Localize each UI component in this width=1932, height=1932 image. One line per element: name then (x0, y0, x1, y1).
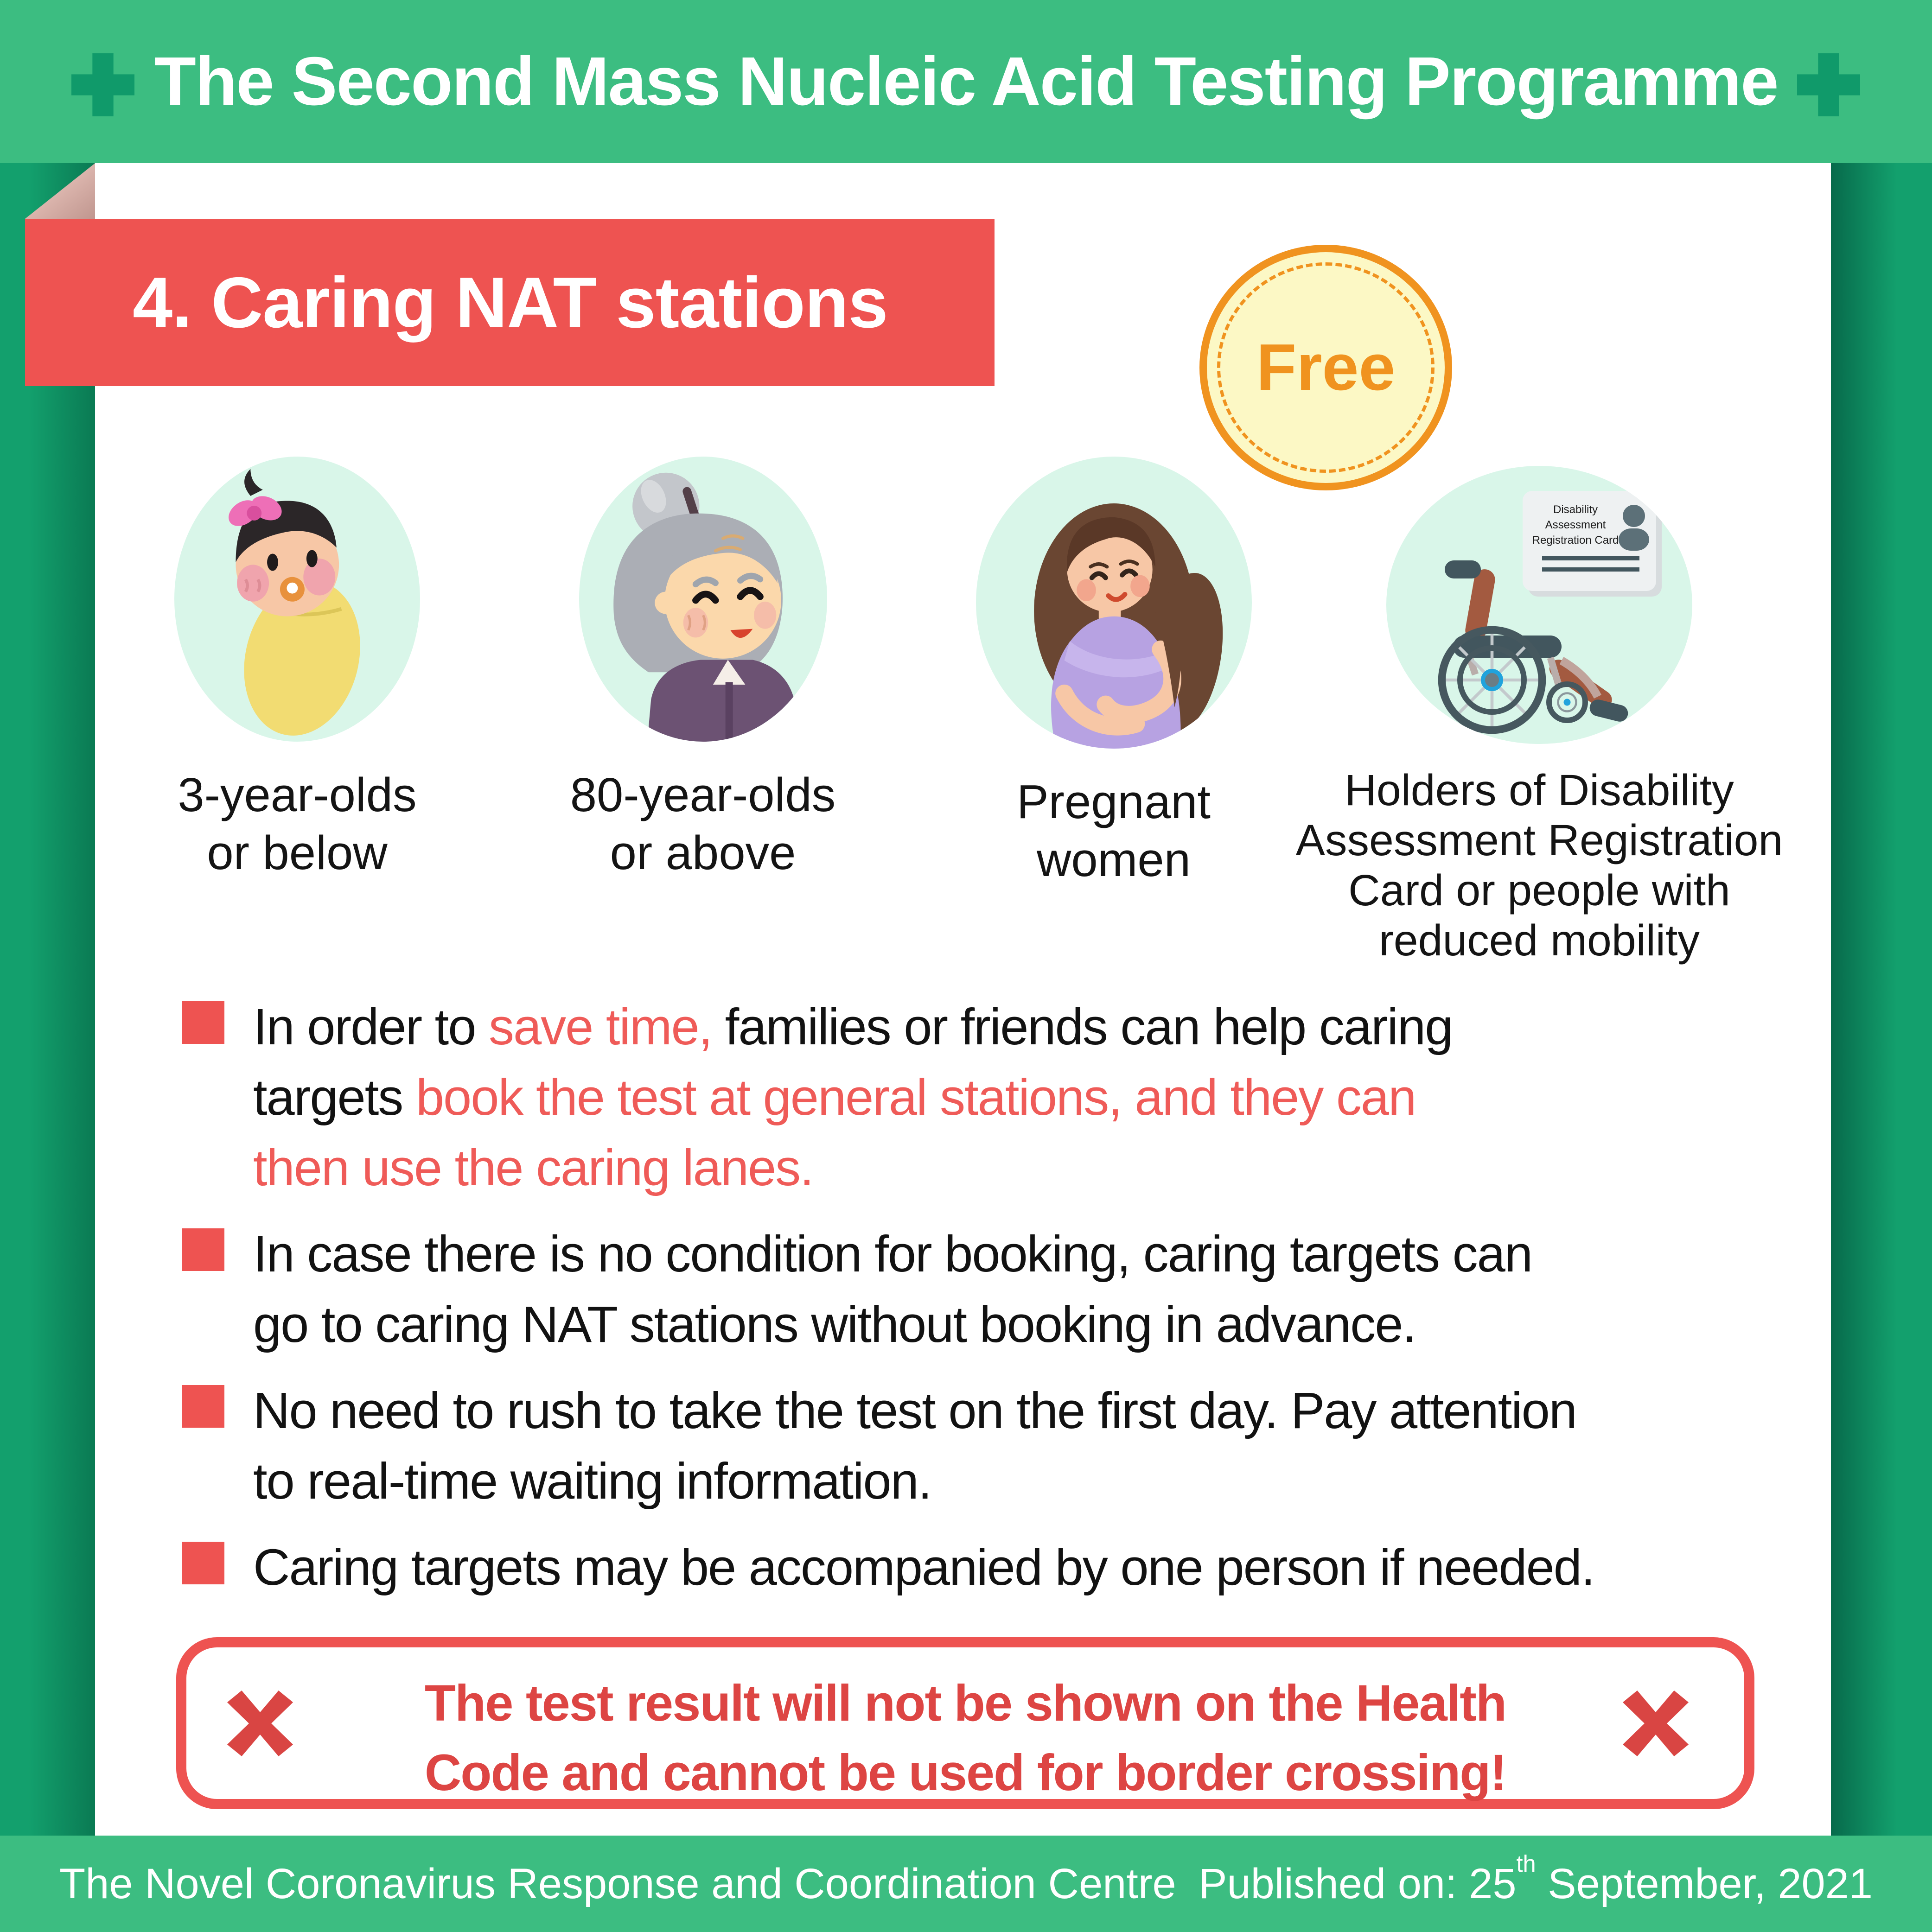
baby-circle (174, 457, 420, 742)
bullet-square-icon (182, 1001, 224, 1044)
bullet-square-icon (182, 1228, 224, 1271)
pregnant-woman-icon (976, 457, 1252, 749)
footer-bar (0, 1836, 1932, 1932)
badge-dashed-ring (1217, 262, 1435, 473)
x-cross-icon (1622, 1690, 1690, 1756)
footer-organisation: The Novel Coronavirus Response and Coordination Centre (59, 1860, 1176, 1907)
bullet-square-icon (182, 1542, 224, 1584)
list-item: In case there is no condition for booking, caring targets can go to caring NAT stations without booking in advance. (182, 1219, 1804, 1360)
wheelchair-icon (1386, 466, 1692, 744)
card-line: Disability (1553, 503, 1598, 516)
bullet-list (182, 992, 1804, 1619)
list-item: Caring targets may be accompanied by one person if needed. (182, 1532, 1804, 1603)
section-banner (25, 219, 995, 386)
card-line: Assessment (1545, 519, 1606, 531)
category-label: Holders of Disability Assessment Registration Card or people with reduced mobility (1295, 766, 1783, 965)
baby-icon (174, 457, 420, 742)
poster-title: The Second Mass Nucleic Acid Testing Programme (154, 43, 1778, 120)
page-curl-corner (25, 163, 95, 219)
header-bar (0, 0, 1932, 163)
right-green-strip (1831, 163, 1932, 1836)
bullet-square-icon (182, 1385, 224, 1428)
warning-box (176, 1637, 1754, 1809)
category-disability (1280, 466, 1799, 966)
pregnant-circle (976, 457, 1252, 749)
category-label: 3-year-olds or below (178, 768, 417, 879)
section-title: 4. Caring NAT stations (133, 262, 888, 343)
category-pregnant (963, 457, 1264, 889)
list-item: No need to rush to take the test on the first day. Pay attention to real-time waiting information. (182, 1376, 1804, 1517)
category-elderly (552, 457, 854, 882)
warning-text: The test result will not be shown on the Health Code and cannot be used for border crossing! (424, 1675, 1506, 1801)
card-line: Registration Card (1532, 534, 1619, 547)
category-label: Pregnant women (1016, 775, 1211, 886)
free-badge-label: Free (1256, 330, 1396, 404)
medical-cross-icon (1797, 53, 1860, 116)
category-label: 80-year-olds or above (570, 768, 836, 879)
category-baby (147, 457, 448, 882)
free-badge (1199, 245, 1452, 490)
elderly-circle (579, 457, 827, 742)
elderly-woman-icon (579, 457, 827, 742)
left-green-strip (0, 163, 95, 1836)
footer-published-date: Published on: 25th September, 2021 (1199, 1850, 1873, 1907)
list-item: In order to save time, families or friends can help caring targets book the test at general stations, and they can then use the caring lanes. (182, 992, 1804, 1203)
wheelchair-circle (1386, 466, 1692, 744)
